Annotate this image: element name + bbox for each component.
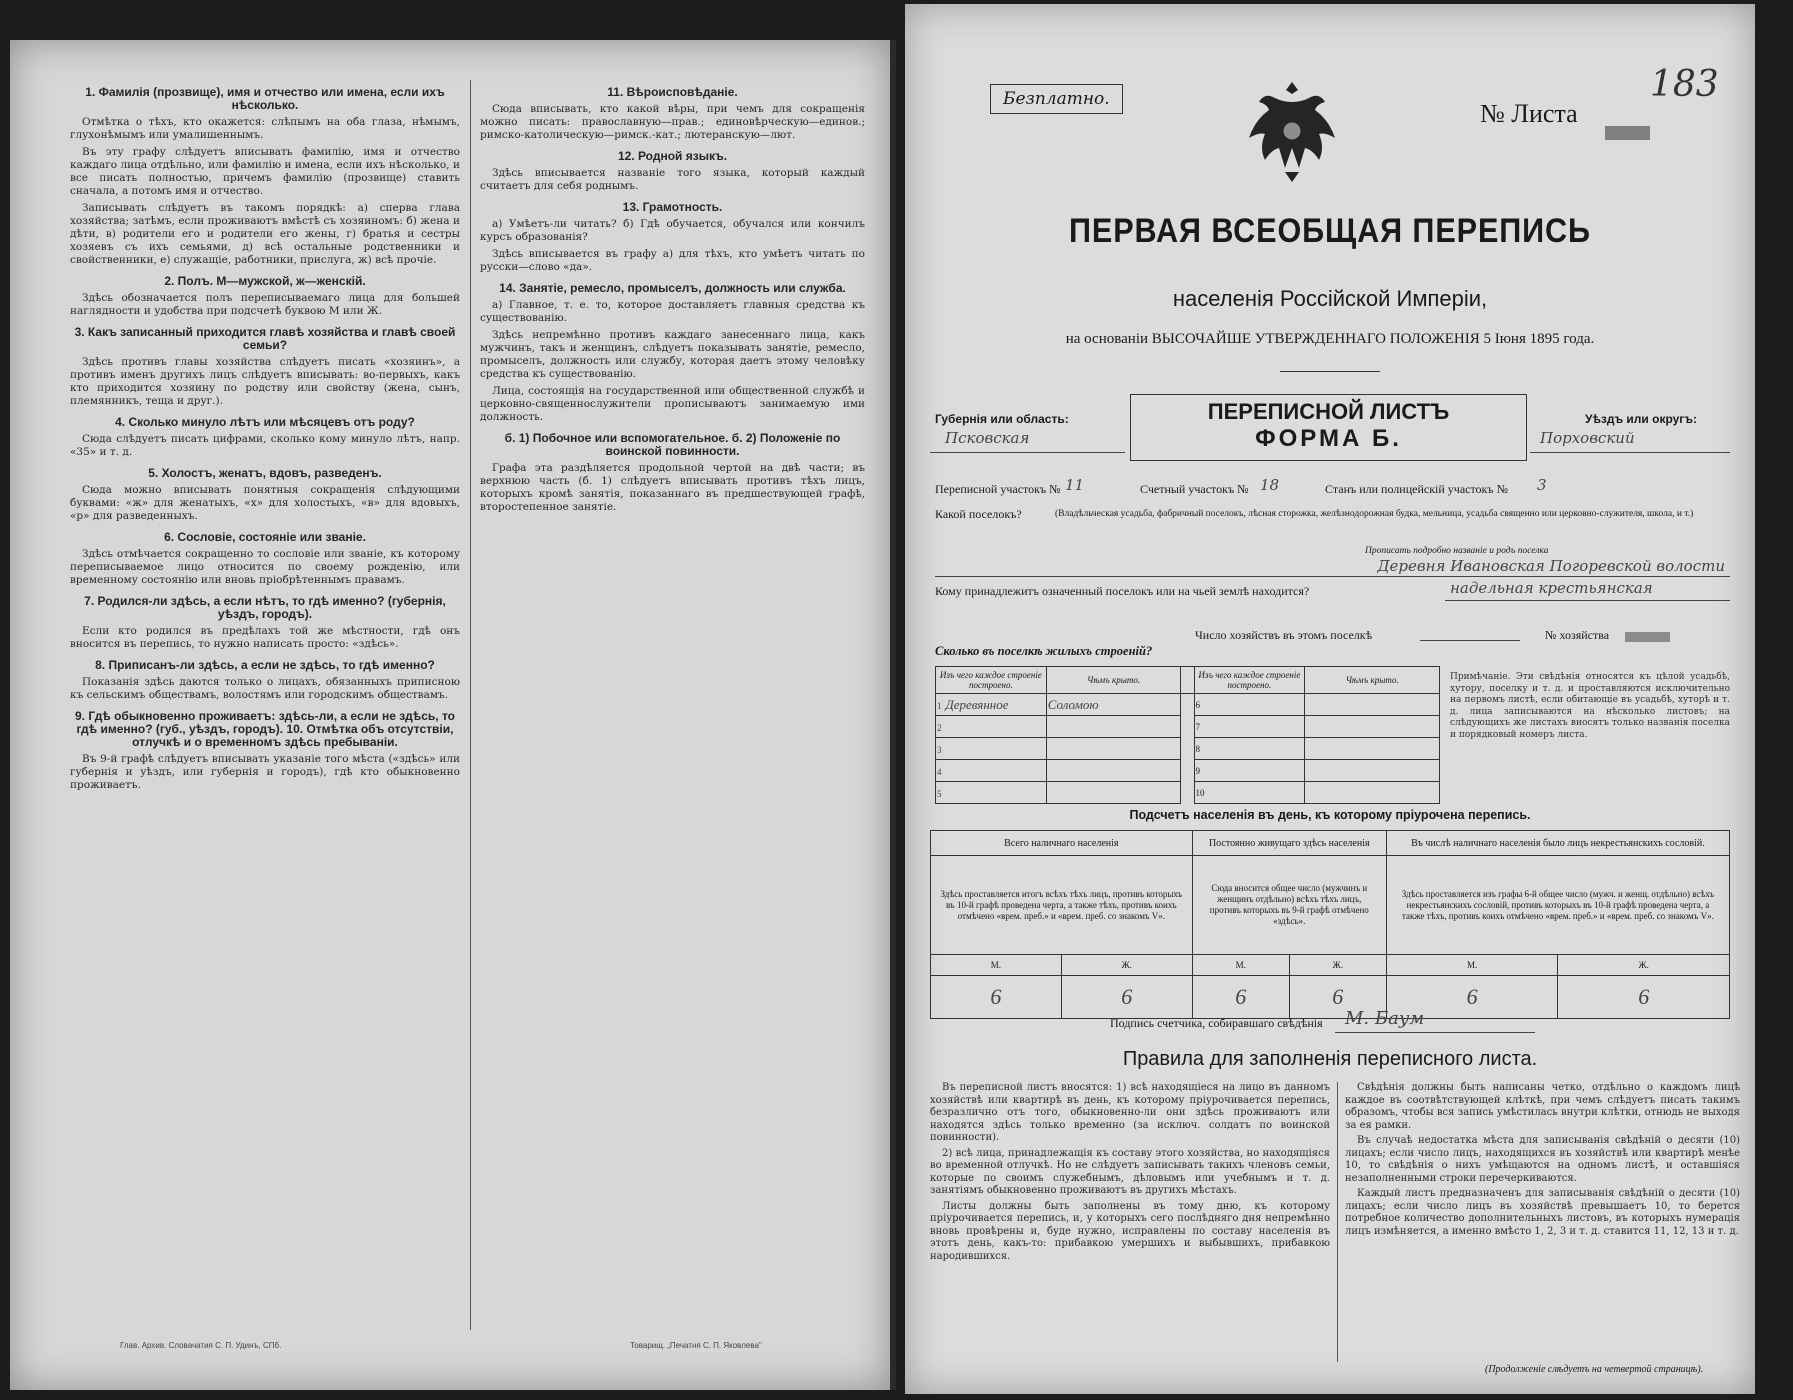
section-paragraph: Сюда слѣдуетъ писать цифрами, сколько кому минуло лѣтъ, напр. «35» и т. д.: [70, 433, 460, 458]
printer-imprint-right: Товарищ. „Печатня С. П. Яковлева": [630, 1341, 762, 1350]
section-heading: 1. Фамилія (прозвище), имя и отчество или имена, если ихъ нѣсколько.: [85, 85, 445, 112]
female-col: Ж.: [1061, 955, 1192, 976]
non-peasant-header: Въ числѣ наличнаго населенія было лицъ некрестьянскихъ сословій.: [1386, 831, 1729, 856]
rule-paragraph: Свѣдѣнія должны быть написаны четко, отдѣльно о каждомъ лицѣ каждое въ соотвѣтствующей клѣткѣ, при чемъ слѣдуетъ писать такимъ образомъ, чтобы вся запись умѣстилась внутри клѣтки, отнюдь не выходя за ея рамки.: [1345, 1082, 1740, 1131]
total-population-header: Всего наличнаго населенія: [931, 831, 1193, 856]
section-paragraph: Записывать слѣдуетъ въ такомъ порядкѣ: а) сперва глава хозяйства; затѣмъ, если проживаютъ вмѣстѣ съ хозяиномъ: б) жена и дѣти, в) родители его и родители его жены, г) братья и сестры хозяевъ съ ихъ семьями, д) всѣ остальные родственники и свойственники, е) служащіе, работники, прислуга, ж) всѣ прочіе.: [70, 202, 460, 266]
owner-label: Кому принадлежитъ означенный поселокъ или на чьей землѣ находится?: [935, 584, 1310, 598]
section-paragraph: Отмѣтка о тѣхъ, кто окажется: слѣпымъ на оба глаза, нѣмымъ, глухонѣмымъ или умалишеннымъ.: [70, 116, 460, 141]
roof-header: Чѣмъ крыто.: [1046, 667, 1181, 694]
building-number-cell: 9: [1194, 760, 1305, 782]
spacer: [1181, 782, 1194, 804]
population-title: Подсчетъ населенія въ день, къ которому пріурочена перепись.: [1129, 808, 1531, 822]
building-number: 5: [937, 788, 942, 799]
buildings-table: [935, 666, 1440, 804]
building-material-cell: [936, 694, 1047, 716]
section-heading: б. 1) Побочное или вспомогательное. б. 2) Положеніе по воинской повинности.: [504, 431, 841, 458]
uezd-label: Уѣздъ или округъ:: [1585, 412, 1698, 426]
section-paragraph: Здѣсь непремѣнно противъ каждаго занесеннаго лица, какъ мужчинъ, такъ и женщинъ, слѣдуетъ показывать занятіе, ремесло, промыселъ, должность или службу, которая даетъ этому человѣку средства къ существованію.: [480, 329, 865, 380]
rules-column-2: [1345, 1082, 1740, 1241]
divider: [1280, 371, 1380, 372]
building-number-cell: 6: [1194, 694, 1305, 716]
spacer: [1181, 716, 1194, 738]
form-box: [1130, 394, 1527, 461]
male-col: М.: [1192, 955, 1289, 976]
section-heading: 11. Вѣроисповѣданіе.: [607, 85, 738, 99]
poselok-line: [935, 576, 1730, 577]
census-subtitle: населенія Россійской Имперіи,: [1172, 286, 1488, 311]
spacer: [1181, 738, 1194, 760]
building-row: [936, 738, 1440, 760]
section-heading: 13. Грамотность.: [622, 200, 723, 214]
stan-label: Станъ или полицейскій участокъ №: [1325, 482, 1509, 496]
printer-imprint-left: Глав. Архив. Словачатия С. П. Удинъ, СПб.: [120, 1341, 282, 1350]
left-page: [10, 40, 896, 1390]
male-col: М.: [1386, 955, 1558, 976]
household-number-label: № хозяйства: [1545, 628, 1610, 642]
non-peasant-desc: Здѣсь проставляется изъ графы 6-й общее число (мужч. и женщ. отдѣльно) всѣхъ некрестьянскихъ сословій, противъ которыхъ въ 10-й графѣ проведена черта, а также тѣхъ, противъ коихъ отмѣчено «врем. преб.» и «врем. преб. со знакомъ V».: [1386, 856, 1729, 955]
gubernia-label: Губернія или область:: [935, 412, 1069, 426]
gubernia-line: [930, 452, 1125, 453]
section-paragraph: Здѣсь вписывается названіе того языка, который каждый считаетъ для себя роднымъ.: [480, 167, 865, 192]
section-heading: 8. Приписанъ-ли здѣсь, а если не здѣсь, то гдѣ именно?: [95, 658, 435, 672]
legal-basis: на основаніи ВЫСОЧАЙШЕ УТВЕРЖДЕННАГО ПОЛОЖЕНІЯ 5 Іюня 1895 года.: [1065, 331, 1595, 347]
section-heading: 7. Родился-ли здѣсь, а если нѣтъ, то гдѣ именно? (губернія, уѣздъ, городъ).: [84, 594, 446, 621]
material-header-2: Изъ чего каждое строеніе построено.: [1194, 667, 1305, 694]
rules-column-1: [930, 1082, 1330, 1266]
building-number-cell: 7: [1194, 716, 1305, 738]
household-number-field: [1625, 632, 1670, 642]
households-line: [1420, 640, 1520, 641]
building-roof-cell: [1046, 760, 1181, 782]
building-roof-cell: [1305, 694, 1440, 716]
census-title: ПЕРВАЯ ВСЕОБЩАЯ ПЕРЕПИСЬ: [1069, 212, 1591, 250]
rule-paragraph: Листы должны быть заполнены въ тому дню, къ которому пріурочивается перепись, и, у которыхъ сего послѣдняго дня непремѣнно вновь провѣрены и, буде нужно, исправлены по составу населенія въ этотъ день, какъ-то: прибавкою умершихъ и выбывшихъ, прибавкою народившихся.: [930, 1200, 1330, 1262]
total-population-desc: Здѣсь проставляется итогъ всѣхъ тѣхъ лицъ, противъ которыхъ въ 10-й графѣ проведена черта, а также тѣхъ, противъ коихъ отмѣчено «врем. преб.» и «врем. преб. со знакомъ V».: [931, 856, 1193, 955]
section-paragraph: Въ 9-й графѣ слѣдуетъ вписывать указаніе того мѣста («здѣсь» или губернія и уѣздъ, или губернія и городъ), гдѣ кто обыкновенно проживаетъ.: [70, 753, 460, 791]
column-divider: [470, 80, 471, 1330]
section-heading: 3. Какъ записанный приходится главѣ хозяйства и главѣ своей семьи?: [74, 325, 456, 352]
building-row: [936, 694, 1440, 716]
signature-value: М. Баум: [1345, 1008, 1425, 1029]
building-row: [936, 716, 1440, 738]
signature-label: Подпись счетчика, собиравшаго свѣдѣнія: [1110, 1016, 1323, 1030]
poselok-description: (Владѣльческая усадьба, фабричный поселокъ, лѣсная сторожка, желѣзнодорожная будка, мельница, усадьба священно или церковно-служителя, школа, и т.): [1055, 509, 1694, 519]
section-paragraph: Лица, состоящія на государственной или общественной службѣ и церковно-священнослужители прописываютъ занимаемую ими должность.: [480, 385, 865, 423]
building-material-cell: [936, 738, 1047, 760]
section-paragraph: Въ эту графу слѣдуетъ вписывать фамилію, имя и отчество каждаго лица отдѣльно, или фамилію и имена, если ихъ нѣсколько, и все писать полностью, причемъ фамилію (прозвище) ставить сначала, а потомъ имя и отчество.: [70, 146, 460, 197]
section-heading: 2. Полъ. М—мужской, ж—женскій.: [164, 274, 366, 288]
buildings-note: Примѣчаніе. Эти свѣдѣнія относятся къ цѣлой усадьбѣ, хутору, поселку и т. д. и проставляются исключительно на первомъ листѣ, если обитающіе въ усадьбѣ, хуторѣ и т. д. лица записываются на нѣсколько листовъ; на слѣдующихъ же листахъ вносятъ только названія поселка и порядковый номеръ листа.: [1450, 672, 1730, 740]
permanent-female-value: 6: [1289, 976, 1386, 1019]
building-row: [936, 760, 1440, 782]
roof-header-2: Чѣмъ крыто.: [1305, 667, 1440, 694]
schet-label: Счетный участокъ №: [1140, 482, 1249, 496]
sheet-number-field: [1605, 126, 1650, 140]
rules-continued: (Продолженіе слѣдуетъ на четвертой страницѣ).: [1485, 1364, 1704, 1375]
stan-value: 3: [1537, 476, 1547, 494]
owner-line: [1445, 600, 1730, 601]
building-roof-cell: [1305, 782, 1440, 804]
uchastok-label: Переписной участокъ №: [935, 482, 1061, 496]
female-col: Ж.: [1558, 955, 1730, 976]
building-material-cell: [936, 760, 1047, 782]
section-paragraph: а) Умѣетъ-ли читать? б) Гдѣ обучается, обучался или кончилъ курсъ образованія?: [480, 218, 865, 243]
total-female-value: 6: [1061, 976, 1192, 1019]
building-number: 1: [937, 700, 942, 711]
section-heading: 12. Родной языкъ.: [617, 149, 728, 163]
section-paragraph: а) Главное, т. е. то, которое доставляетъ главныя средства къ существованію.: [480, 299, 865, 324]
double-headed-eagle-icon: [1245, 76, 1340, 186]
section-paragraph: Здѣсь отмѣчается сокращенно то сословіе или званіе, къ которому переписываемое лицо относится по своему рожденію, или временному состоянію или вновь пріобрѣтеннымъ правамъ.: [70, 548, 460, 586]
spacer: [1181, 760, 1194, 782]
section-heading: 4. Сколько минуло лѣтъ или мѣсяцевъ отъ роду?: [115, 415, 415, 429]
building-number: 2: [937, 722, 942, 733]
rules-title: Правила для заполненія переписного листа.: [1122, 1048, 1538, 1070]
building-roof-cell: Соломою: [1046, 694, 1181, 716]
permanent-population-header: Постоянно живущаго здѣсь населенія: [1192, 831, 1386, 856]
households-label: Число хозяйствъ въ этомъ поселкѣ: [1195, 628, 1373, 642]
sheet-number-label: № Листа: [1480, 99, 1578, 128]
building-number: 3: [937, 744, 942, 755]
section-paragraph: Если кто родился въ предѣлахъ той же мѣстности, гдѣ онъ вносится въ перепись, то нужно написать просто: «здѣсь».: [70, 625, 460, 650]
instructions-column-1: [70, 78, 460, 796]
nonpeasant-female-value: 6: [1558, 976, 1730, 1019]
male-col: М.: [931, 955, 1062, 976]
section-paragraph: Здѣсь обозначается полъ переписываемаго лица для большей наглядности и удобства при подсчетѣ буквою М или Ж.: [70, 292, 460, 317]
section-paragraph: Сюда вписывать, кто какой вѣры, при чемъ для сокращенія можно писать: православную—прав.; единовѣрческую—единов.; римско-католическую—римск.-кат.; лютеранскую—лют.: [480, 103, 865, 141]
free-label: Безплатно.: [990, 84, 1123, 114]
signature-line: [1335, 1032, 1535, 1033]
building-row: [936, 782, 1440, 804]
section-paragraph: Здѣсь противъ главы хозяйства слѣдуетъ писать «хозяинъ», а противъ именъ другихъ лицъ слѣдуетъ вписывать: во-первыхъ, какъ кто приходится хозяину по родству или свойству (жена, сынъ, племянникъ, теща и друг.).: [70, 356, 460, 407]
gubernia-value: Псковская: [945, 429, 1030, 447]
section-paragraph: Сюда можно вписывать понятныя сокращенія слѣдующими буквами: «ж» для женатыхъ, «х» для холостыхъ, «в» для вдовыхъ, «р» для разведенныхъ.: [70, 484, 460, 522]
building-material-cell: [936, 716, 1047, 738]
owner-value: надельная крестьянская: [1450, 579, 1653, 597]
building-roof-cell: [1305, 760, 1440, 782]
section-heading: 9. Гдѣ обыкновенно проживаетъ: здѣсь-ли, а если не здѣсь, то гдѣ именно? (губ., уѣздъ, городъ). 10. Отмѣтка объ отсутствіи, отлучкѣ и о временномъ здѣсь пребываніи.: [75, 709, 455, 749]
section-heading: 6. Сословіе, состояніе или званіе.: [164, 530, 366, 544]
section-paragraph: Здѣсь вписывается въ графу а) для тѣхъ, кто умѣетъ читать по русски—слово «да».: [480, 248, 865, 273]
spacer: [1181, 694, 1194, 716]
building-roof-cell: [1305, 716, 1440, 738]
building-number-cell: 8: [1194, 738, 1305, 760]
rule-paragraph: 2) всѣ лица, принадлежащія къ составу этого хозяйства, но находящіяся во временной отлучкѣ. Но не слѣдуетъ записывать такихъ членовъ семьи, которые по своимъ служебнымъ, дѣловымъ или учебнымъ и т. д. занятіямъ обыкновенно проживаютъ въ другихъ мѣстахъ.: [930, 1147, 1330, 1196]
form-title: ПЕРЕПИСНОЙ ЛИСТЪ: [1207, 399, 1450, 424]
schet-value: 18: [1260, 476, 1280, 494]
section-paragraph: Показанія здѣсь даются только о лицахъ, обязанныхъ приписною къ сельскимъ обществамъ, волостямъ или городскимъ обществамъ.: [70, 676, 460, 701]
total-male-value: 6: [931, 976, 1062, 1019]
building-roof-cell: [1046, 738, 1181, 760]
permanent-male-value: 6: [1192, 976, 1289, 1019]
nonpeasant-male-value: 6: [1386, 976, 1558, 1019]
building-number-cell: 10: [1194, 782, 1305, 804]
section-heading: 5. Холостъ, женатъ, вдовъ, разведенъ.: [148, 466, 382, 480]
section-paragraph: Графа эта раздѣляется продольной чертой на двѣ части; въ верхнюю часть (б. 1) слѣдуетъ вписывать противъ тѣхъ лицъ, которыхъ кромѣ занятія, показаннаго въ предшествующей графѣ, второстепенное занятіе.: [480, 462, 865, 513]
poselok-label: Какой поселокъ?: [935, 507, 1022, 521]
rule-paragraph: Въ переписной листъ вносятся: 1) всѣ находящіеся на лицо въ данномъ хозяйствѣ или квартирѣ въ день, къ которому пріурочивается перепись, безразлично отъ того, обыкновенно-ли они здѣсь проживаютъ или находятся здѣсь только временно (за исключ. солдатъ по воинской повинности).: [930, 1082, 1330, 1143]
form-type: ФОРМА Б.: [1255, 425, 1402, 452]
sheet-number-handwritten: 183: [1650, 64, 1719, 105]
building-roof-cell: [1046, 782, 1181, 804]
permanent-population-desc: Сюда вносится общее число (мужчинъ и женщинъ отдѣльно) всѣхъ тѣхъ лицъ, противъ которыхъ въ 9-й графѣ отмѣчено «здѣсь».: [1192, 856, 1386, 955]
rule-paragraph: Каждый листъ предназначенъ для записыванія свѣдѣній о десяти (10) лицахъ; если число лицъ въ хозяйствѣ превышаетъ 10, то берется потребное количество дополнительныхъ листовъ, въ которыхъ нумерація лицъ измѣняется, а именно вмѣсто 1, 2, 3 и т. д. ставится 11, 12, 13 и т. д.: [1345, 1188, 1740, 1237]
female-col: Ж.: [1289, 955, 1386, 976]
rules-divider: [1337, 1082, 1338, 1362]
uezd-value: Порховский: [1540, 429, 1635, 447]
rule-paragraph: Въ случаѣ недостатка мѣста для записыванія свѣдѣній о десяти (10) лицахъ; если число лицъ, находящихся въ хозяйствѣ или квартирѣ менѣе 10, то свѣдѣнія о нихъ умѣщаются на одномъ листѣ, и оставшіяся незаполненными строки перечеркиваются.: [1345, 1135, 1740, 1184]
material-header: Изъ чего каждое строеніе построено.: [936, 667, 1047, 694]
building-roof-cell: [1046, 716, 1181, 738]
instructions-column-2: [480, 78, 865, 518]
uezd-line: [1530, 452, 1730, 453]
building-roof-cell: [1305, 738, 1440, 760]
building-material-value: Деревянное: [945, 696, 1009, 712]
buildings-label: Сколько въ поселкѣ жилыхъ строеній?: [935, 644, 1153, 658]
poselok-description-2: Прописать подробно названіе и родъ поселка: [1365, 546, 1549, 556]
population-table: [930, 830, 1730, 1019]
section-heading: 14. Занятіе, ремесло, промыселъ, должность или служба.: [499, 281, 846, 295]
building-number: 4: [937, 766, 942, 777]
census-form-page: [905, 4, 1755, 1394]
uchastok-value: 11: [1065, 476, 1085, 494]
building-material-cell: [936, 782, 1047, 804]
poselok-value: Деревня Ивановская Погоревской волости: [1377, 557, 1725, 575]
